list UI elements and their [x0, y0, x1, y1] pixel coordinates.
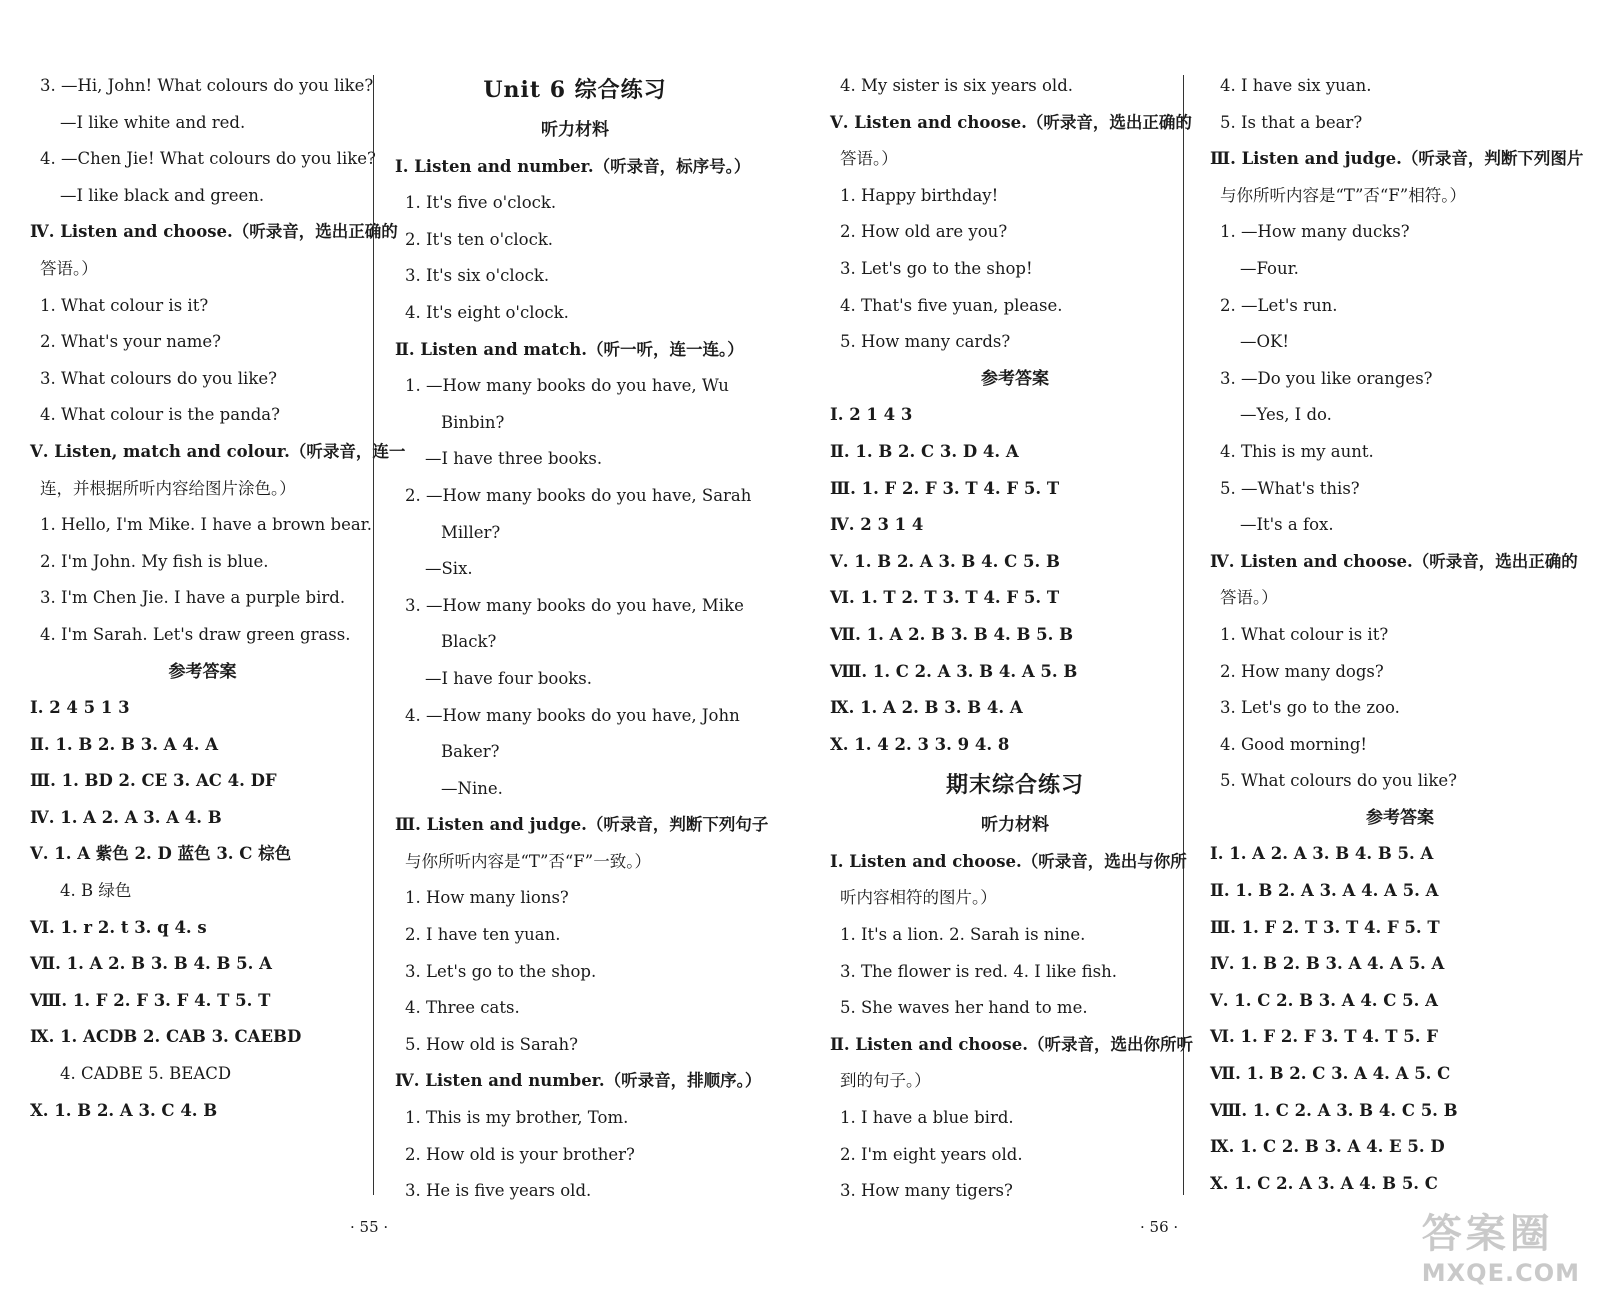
text-line: 4. —How many books do you have, John: [405, 705, 740, 725]
text-line: 1. How many lions?: [405, 888, 569, 908]
text-line: 5. How many cards?: [840, 332, 1011, 352]
text-line: —Nine.: [441, 778, 503, 798]
text-line: 3. What colours do you like?: [40, 368, 277, 388]
text-line: Ⅴ. Listen and choose.（听录音，选出正确的: [830, 112, 1192, 132]
text-line: 1. It's a lion. 2. Sarah is nine.: [840, 925, 1086, 945]
text-line: 2. How old is your brother?: [405, 1144, 635, 1164]
text-line: Ⅷ. 1. C 2. A 3. B 4. C 5. B: [1210, 1100, 1458, 1120]
text-line: Ⅵ. 1. r 2. t 3. q 4. s: [30, 917, 207, 937]
text-line: 1. It's five o'clock.: [405, 193, 557, 213]
text-line: 到的句子。）: [840, 1071, 931, 1091]
text-line: Ⅳ. Listen and choose.（听录音，选出正确的: [30, 222, 398, 242]
text-line: 与你所听内容是“T”否“F”一致。）: [405, 851, 651, 871]
text-line: 1. I have a blue bird.: [840, 1108, 1014, 1128]
text-line: —It's a fox.: [1240, 515, 1334, 535]
text-line: 与你所听内容是“T”否“F”相符。）: [1220, 185, 1466, 205]
text-line: 3. Let's go to the shop.: [405, 961, 597, 981]
text-line: 听内容相符的图片。）: [840, 888, 997, 908]
text-line: 3. How many tigers?: [840, 1181, 1013, 1201]
text-line: 1. —How many books do you have, Wu: [405, 376, 729, 396]
text-line: 答语。）: [1220, 588, 1278, 608]
text-line: Ⅸ. 1. C 2. B 3. A 4. E 5. D: [1210, 1137, 1445, 1157]
text-line: 1. Happy birthday!: [840, 185, 999, 205]
text-line: Ⅲ. Listen and judge.（听录音，判断下列图片: [1210, 149, 1584, 169]
text-line: 4. It's eight o'clock.: [405, 302, 569, 322]
text-line: 2. I'm eight years old.: [840, 1144, 1023, 1164]
column-2: [395, 68, 769, 1210]
text-line: 3. The flower is red. 4. I like fish.: [840, 961, 1117, 981]
text-line: 答语。）: [840, 149, 898, 169]
column-1: [30, 68, 406, 1129]
text-line: 1. What colour is it?: [40, 295, 209, 315]
text-line: Ⅱ. 1. B 2. C 3. D 4. A: [830, 441, 1019, 461]
text-line: —Four.: [1240, 258, 1299, 278]
text-line: 2. I have ten yuan.: [405, 925, 561, 945]
watermark-logo: [1422, 1202, 1580, 1287]
text-line: Ⅶ. 1. A 2. B 3. B 4. B 5. A: [30, 954, 272, 974]
text-line: Ⅳ. Listen and number.（听录音，排顺序。）: [395, 1071, 762, 1091]
text-line: 2. I'm John. My fish is blue.: [40, 551, 269, 571]
text-line: —I have four books.: [425, 668, 592, 688]
text-line: 5. How old is Sarah?: [405, 1034, 579, 1054]
text-line: Ⅹ. 1. 4 2. 3 3. 9 4. 8: [830, 734, 1010, 754]
text-line: 4. What colour is the panda?: [40, 405, 280, 425]
text-line: 连，并根据所听内容给图片涂色。）: [40, 478, 296, 498]
text-line: Ⅸ. 1. ACDB 2. CAB 3. CAEBD: [30, 1027, 302, 1047]
text-line: Ⅹ. 1. C 2. A 3. A 4. B 5. C: [1210, 1173, 1438, 1193]
text-line: 1. —How many ducks?: [1220, 222, 1410, 242]
text-line: Ⅲ. Listen and judge.（听录音，判断下列句子: [395, 815, 769, 835]
text-line: 答语。）: [40, 258, 98, 278]
text-line: Ⅴ. 1. B 2. A 3. B 4. C 5. B: [830, 551, 1060, 571]
column-3: [830, 68, 1200, 1210]
text-line: —I like white and red.: [60, 112, 246, 132]
text-line: Binbin?: [441, 412, 505, 432]
text-line: Ⅱ. Listen and match.（听一听，连一连。）: [395, 339, 744, 359]
text-line: Ⅰ. 1. A 2. A 3. B 4. B 5. A: [1210, 844, 1434, 864]
text-line: Ⅰ. Listen and choose.（听录音，选出与你所: [830, 851, 1187, 871]
text-line: Black?: [441, 632, 497, 652]
text-line: 5. She waves her hand to me.: [840, 998, 1088, 1018]
text-line: 5. What colours do you like?: [1220, 771, 1457, 791]
text-line: 3. It's six o'clock.: [405, 266, 550, 286]
text-line: 4. That's five yuan, please.: [840, 295, 1063, 315]
text-line: Ⅹ. 1. B 2. A 3. C 4. B: [30, 1100, 218, 1120]
text-line: 4. CADBE 5. BEACD: [60, 1064, 232, 1084]
text-line: 4. Three cats.: [405, 998, 520, 1018]
text-line: Ⅷ. 1. C 2. A 3. B 4. A 5. B: [830, 661, 1078, 681]
text-line: 1. Hello, I'm Mike. I have a brown bear.: [40, 515, 372, 535]
section-title: 期末综合练习: [945, 772, 1084, 799]
text-line: 4. My sister is six years old.: [840, 76, 1074, 95]
text-line: Ⅲ. 1. BD 2. CE 3. AC 4. DF: [30, 771, 277, 791]
text-line: Ⅳ. 1. A 2. A 3. A 4. B: [30, 807, 222, 827]
text-line: Ⅲ. 1. F 2. F 3. T 4. F 5. T: [830, 478, 1060, 498]
text-line: Ⅶ. 1. B 2. C 3. A 4. A 5. C: [1210, 1064, 1451, 1084]
text-line: 2. How many dogs?: [1220, 661, 1384, 681]
text-line: Ⅱ. 1. B 2. A 3. A 4. A 5. A: [1210, 881, 1439, 901]
text-line: 3. Let's go to the zoo.: [1220, 698, 1400, 718]
text-line: Ⅳ. 2 3 1 4: [830, 515, 924, 535]
section-title: Unit 6 综合练习: [483, 77, 667, 103]
column-4: [1210, 68, 1590, 1202]
text-line: Ⅰ. Listen and number.（听录音，标序号。）: [395, 156, 751, 176]
text-line: —Yes, I do.: [1240, 405, 1332, 425]
text-line: Ⅱ. 1. B 2. B 3. A 4. A: [30, 734, 219, 754]
section-subtitle: 听力材料: [541, 120, 609, 140]
page-number-right: · 56 ·: [1140, 1218, 1179, 1236]
section-subtitle: 参考答案: [168, 661, 237, 682]
text-line: 3. —Do you like oranges?: [1220, 368, 1433, 388]
column-divider: [373, 75, 374, 1195]
text-line: 4. I have six yuan.: [1220, 76, 1372, 95]
text-line: 4. Good morning!: [1220, 734, 1368, 754]
watermark-text: 答案圈: [1421, 1211, 1554, 1257]
text-line: 1. This is my brother, Tom.: [405, 1108, 629, 1128]
section-subtitle: 参考答案: [1366, 807, 1434, 828]
text-line: 4. I'm Sarah. Let's draw green grass.: [40, 624, 351, 644]
text-line: 3. Let's go to the shop!: [840, 258, 1033, 278]
text-line: Baker?: [441, 742, 500, 762]
text-line: 2. —How many books do you have, Sarah: [405, 485, 752, 505]
text-line: Ⅵ. 1. T 2. T 3. T 4. F 5. T: [830, 588, 1060, 608]
text-line: Ⅸ. 1. A 2. B 3. B 4. A: [830, 698, 1023, 718]
text-line: 4. This is my aunt.: [1220, 441, 1374, 461]
text-line: 3. —How many books do you have, Mike: [405, 595, 744, 615]
text-line: Ⅰ. 2 4 5 1 3: [30, 698, 130, 718]
text-line: 2. What's your name?: [40, 332, 222, 352]
text-line: Ⅲ. 1. F 2. T 3. T 4. F 5. T: [1210, 917, 1440, 937]
text-line: —OK!: [1240, 332, 1289, 352]
text-line: —Six.: [425, 559, 473, 579]
text-line: Ⅴ. 1. C 2. B 3. A 4. C 5. A: [1210, 990, 1438, 1010]
section-subtitle: 听力材料: [981, 815, 1049, 836]
text-line: 4. —Chen Jie! What colours do you like?: [40, 149, 376, 169]
section-subtitle: 参考答案: [981, 368, 1049, 389]
text-line: Ⅴ. Listen, match and colour.（听录音，连一: [30, 441, 406, 461]
text-line: 3. I'm Chen Jie. I have a purple bird.: [40, 588, 346, 608]
text-line: —I have three books.: [425, 449, 603, 469]
text-line: 4. B 绿色: [60, 881, 132, 901]
text-line: 2. How old are you?: [840, 222, 1008, 242]
text-line: Ⅳ. 1. B 2. B 3. A 4. A 5. A: [1210, 954, 1445, 974]
page-number-left: · 55 ·: [350, 1218, 389, 1236]
text-line: 3. —Hi, John! What colours do you like?: [40, 76, 374, 95]
text-line: Ⅰ. 2 1 4 3: [830, 405, 913, 425]
text-line: 5. Is that a bear?: [1220, 112, 1363, 132]
text-line: Ⅶ. 1. A 2. B 3. B 4. B 5. B: [830, 624, 1074, 644]
text-line: 2. It's ten o'clock.: [405, 229, 554, 249]
text-line: —I like black and green.: [60, 185, 265, 205]
text-line: 2. —Let's run.: [1220, 295, 1338, 315]
text-line: Ⅳ. Listen and choose.（听录音，选出正确的: [1210, 551, 1578, 571]
text-line: Ⅴ. 1. A 紫色 2. D 蓝色 3. C 棕色: [30, 844, 292, 864]
text-line: Ⅵ. 1. F 2. F 3. T 4. T 5. F: [1210, 1027, 1438, 1047]
text-line: 1. What colour is it?: [1220, 624, 1389, 644]
text-line: Ⅱ. Listen and choose.（听录音，选出你所听: [830, 1034, 1193, 1054]
text-line: Miller?: [441, 522, 501, 542]
text-line: 3. He is five years old.: [405, 1181, 592, 1201]
text-line: Ⅷ. 1. F 2. F 3. F 4. T 5. T: [30, 990, 271, 1010]
watermark-url: MXQE.COM: [1421, 1259, 1580, 1287]
text-line: 5. —What's this?: [1220, 478, 1360, 498]
